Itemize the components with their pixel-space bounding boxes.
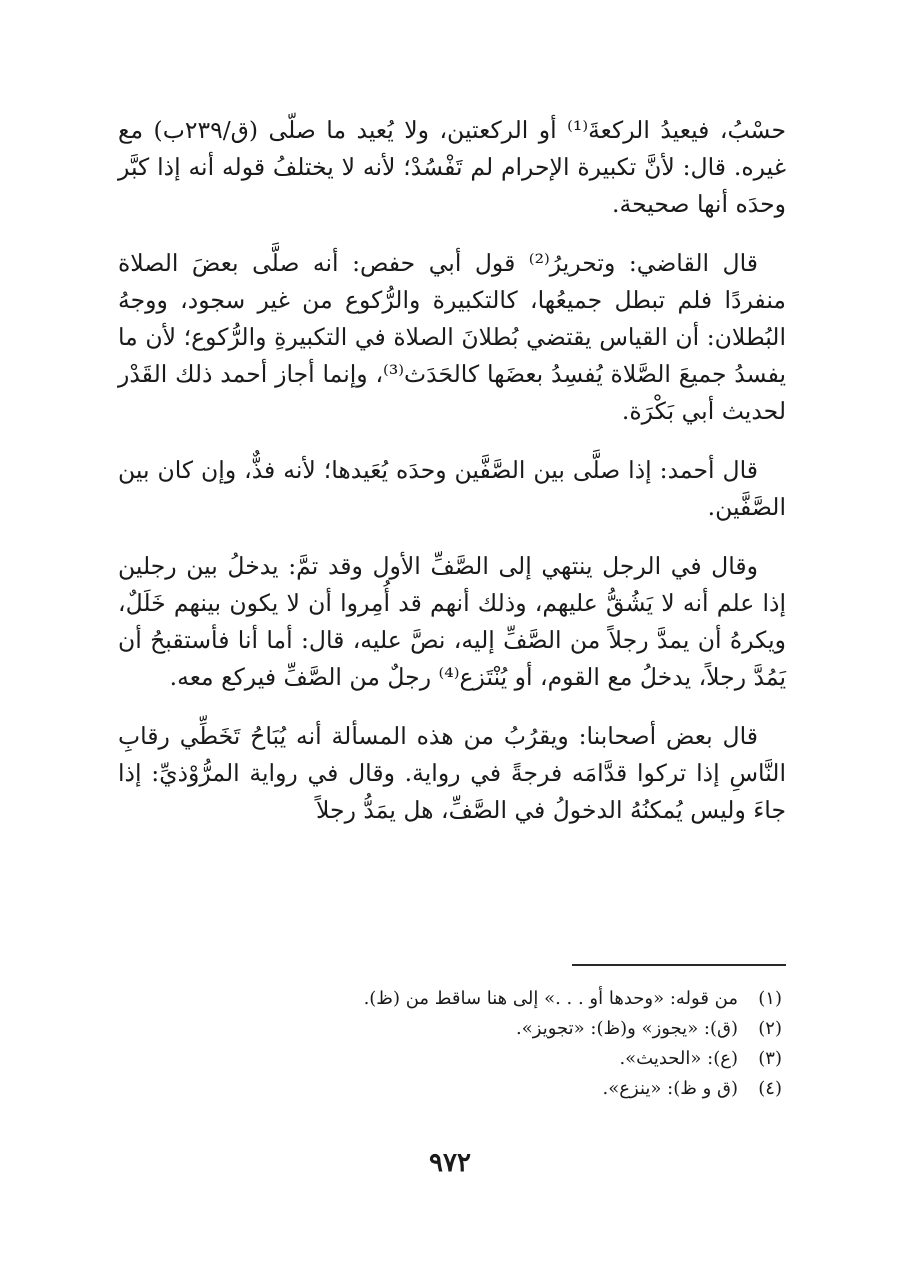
footnote-text: من قوله: «وحدها أو . . .» إلى هنا ساقط من (ظ).: [363, 988, 738, 1009]
footnote-4: [114, 1074, 782, 1104]
paragraph-5: قال بعض أصحابنا: ويقرُبُ من هذه المسألة أنه يُبَاحُ تَخَطِّي رقابِ النَّاسِ إذا تركوا قدَّامَه فرجةً في رواية. وقال في رواية المرُّوْذيِّ: إذا جاءَ وليس يُمكنُهُ الدخولُ في الصَّفِّ، هل يمَدُّ رجلاً: [118, 722, 786, 824]
paragraph-4: وقال في الرجل ينتهي إلى الصَّفِّ الأول وقد تمَّ: يدخلُ بين رجلين إذا علم أنه لا يَشُقُّ عليهم، وذلك أنهم قد أُمِروا أن لا يكون بينهم خَلَلٌ، ويكرهُ أن يمدَّ رجلاً من الصَّفِّ إليه، نصَّ عليه، قال: أما أنا فأستقبحُ أن يَمُدَّ رجلاً، يدخلُ مع القوم، أو يُنْتَزع⁽⁴⁾ رجلٌ من الصَّفِّ فيركع معه.: [118, 552, 786, 691]
main-text: [118, 112, 786, 851]
footnote-number: (٢): [758, 1018, 782, 1039]
paragraph-1: حسْبُ، فيعيدُ الركعةَ⁽¹⁾ أو الركعتين، ولا يُعيد ما صلّى (ق/٢٣٩ب) مع غيره. قال: لأنَّ تكبيرة الإحرام لم تَفْسُدْ؛ لأنه لا يختلفُ قوله أنه إذا كبَّر وحدَه أنها صحيحة.: [118, 116, 787, 218]
footnote-text: (ق و ظ): «ينزع».: [602, 1078, 738, 1099]
footnote-separator: [572, 964, 786, 966]
footnote-3: [114, 1044, 782, 1074]
footnote-number: (٣): [758, 1048, 782, 1069]
footnote-1: [114, 984, 782, 1014]
footnote-number: (١): [758, 988, 782, 1009]
paragraph-3: قال أحمد: إذا صلَّى بين الصَّفَّين وحدَه يُعَيدها؛ لأنه فذٌّ، وإن كان بين الصَّفَّين.: [118, 456, 786, 521]
paragraph-2: قال القاضي: وتحريرُ⁽²⁾ قول أبي حفص: أنه صلَّى بعضَ الصلاة منفردًا فلم تبطل جميعُها، كالتكبيرة والرُّكوع من غير سجود، ووجهُ البُطلان: أن القياس يقتضي بُطلانَ الصلاة في التكبيرةِ والرُّكوع؛ لأن ما يفسدُ جميعَ الصَّلاة يُفسِدُ بعضَها كالحَدَث⁽³⁾، وإنما أجاز أحمد ذلك القَدْر لحديث أبي بَكْرَة.: [118, 249, 787, 425]
footnote-text: (ع): «الحديث».: [619, 1048, 738, 1069]
footnote-2: [114, 1014, 782, 1044]
footnote-text: (ق): «يجوز» و(ظ): «تجويز».: [516, 1018, 738, 1039]
footnote-number: (٤): [758, 1078, 782, 1099]
footnotes-list: [114, 984, 782, 1104]
page-number: ٩٧٢: [429, 1148, 471, 1178]
